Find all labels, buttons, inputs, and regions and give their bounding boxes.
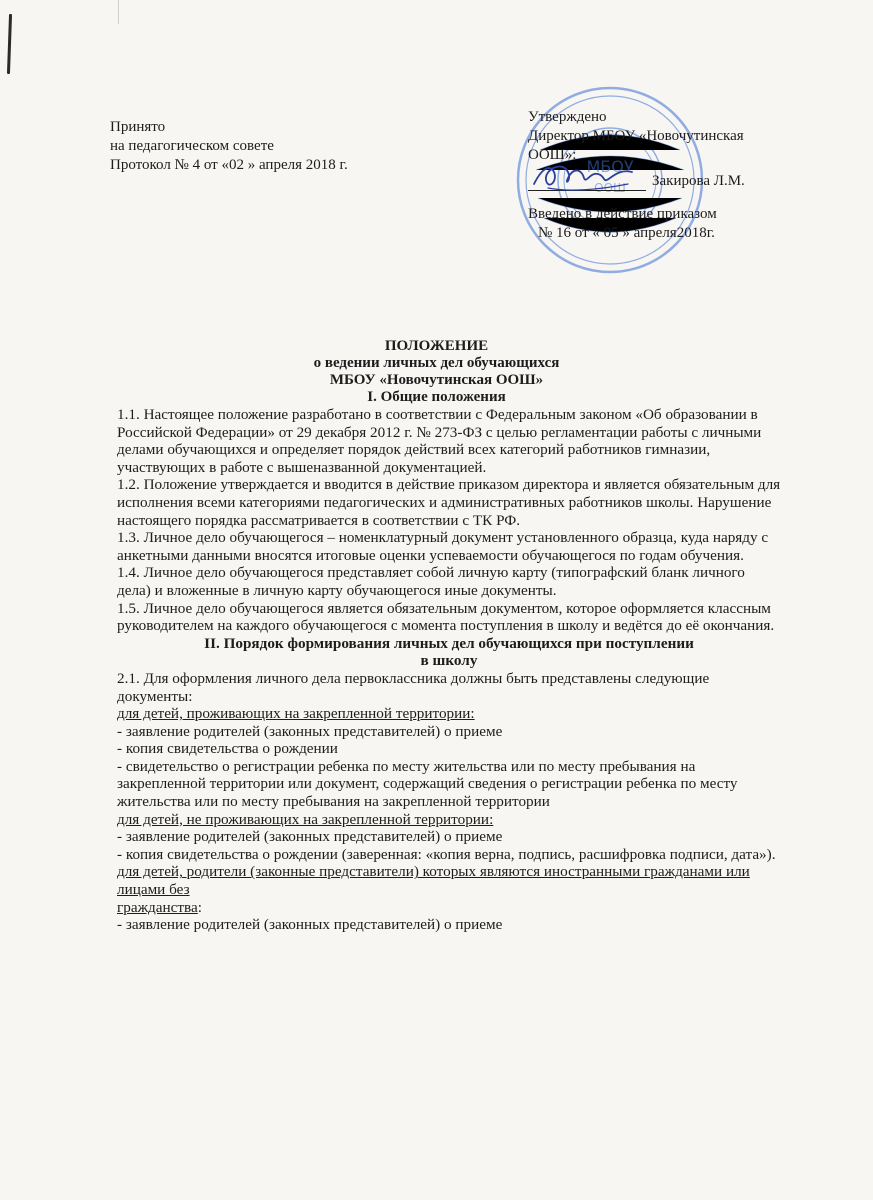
scan-artifact xyxy=(118,0,119,24)
subheading-part: гражданства xyxy=(117,898,198,916)
paragraph: 1.1. Настоящее положение разработано в соответствии с Федеральным законом «Об образовании в Российской Федерации» от 29 декабря 2012 г. № 273-ФЗ с целью регламентации работы с личными делами обучающихся и определяет порядок действий всех категорий работников гимназии, участвующих в работе с вышеназванной документацией. xyxy=(117,406,762,476)
approval-left-line: Протокол № 4 от «02 » апреля 2018 г. xyxy=(110,157,348,173)
list-item: - заявление родителей (законных представителей) о приеме xyxy=(117,722,503,740)
approval-left-line: на педагогическом совете xyxy=(110,138,274,154)
signer-name: Закирова Л.М. xyxy=(652,173,745,189)
list-item: - свидетельство о регистрации ребенка по месту жительства или по месту пребывания на закрепленной территории или документ, содержащий сведения о регистрации ребенка по месту жительства или по месту пребывания на закрепленной территории xyxy=(117,757,738,811)
approval-right-line: Введено в действие приказом xyxy=(528,206,717,222)
subheading: для детей, не проживающих на закрепленной территории: xyxy=(117,810,494,828)
svg-text:ООШ: ООШ xyxy=(594,181,626,195)
section-heading: I. Общие положения xyxy=(367,389,506,405)
approval-right-line: № 16 от « 05 » апреля2018г. xyxy=(538,225,715,241)
scan-artifact xyxy=(7,14,12,74)
handwritten-signature-icon xyxy=(528,150,638,200)
subheading: для детей, проживающих на закрепленной территории: xyxy=(117,705,475,723)
list-item: - копия свидетельства о рождении xyxy=(117,740,338,758)
paragraph: 2.1. Для оформления личного дела первоклассника должны быть представлены следующие документы: xyxy=(117,669,710,705)
title-line: МБОУ «Новочутинская ООШ» xyxy=(329,372,544,388)
section-heading: II. Порядок формирования личных дел обучающихся при поступлении xyxy=(204,634,694,652)
section-heading: в школу xyxy=(420,652,478,670)
approval-left-block xyxy=(110,118,348,175)
approval-right-line: Утверждено xyxy=(528,109,607,125)
title-line: ПОЛОЖЕНИЕ xyxy=(384,338,489,354)
subheading xyxy=(117,899,781,917)
paragraph: 1.5. Личное дело обучающегося является обязательным документом, которое оформляется классным руководителем на каждого обучающегося с момента поступления в школу и ведётся до её окончания. xyxy=(117,599,775,635)
svg-text:МБОУ: МБОУ xyxy=(586,157,634,176)
approval-right-line: Директор МБОУ «Новочутинская xyxy=(528,128,744,144)
list-item: - заявление родителей (законных представителей) о приеме xyxy=(117,828,503,846)
approval-right-line: ООШ»: xyxy=(528,147,577,163)
title-line: о ведении личных дел обучающихся xyxy=(313,355,560,371)
paragraph: 1.3. Личное дело обучающегося – номенклатурный документ установленного образца, куда наряду с анкетными данными вносятся итоговые оценки успеваемости обучающегося по годам обучения. xyxy=(117,529,769,564)
document-body xyxy=(117,406,781,934)
approval-left-line: Принято xyxy=(110,119,166,135)
subheading-colon: : xyxy=(197,898,202,916)
paragraph: 1.4. Личное дело обучающегося представляет собой личную карту (типографский бланк личного дела) и вложенные в личную карту обучающегося иные документы. xyxy=(117,564,745,599)
subheading: для детей, родители (законные представители) которых являются иностранными гражданами или лицами без xyxy=(117,863,750,899)
document-title xyxy=(0,338,873,406)
list-item: - заявление родителей (законных представителей) о приеме xyxy=(117,916,503,934)
list-item: - копия свидетельства о рождении (заверенная: «копия верна, подпись, расшифровка подписи, дата»). xyxy=(117,845,776,863)
paragraph: 1.2. Положение утверждается и вводится в действие приказом директора и является обязательным для исполнения всеми категориями педагогических и административных работников школы. Нарушение настоящего порядка рассматривается в соответствии с ТК РФ. xyxy=(117,476,781,529)
